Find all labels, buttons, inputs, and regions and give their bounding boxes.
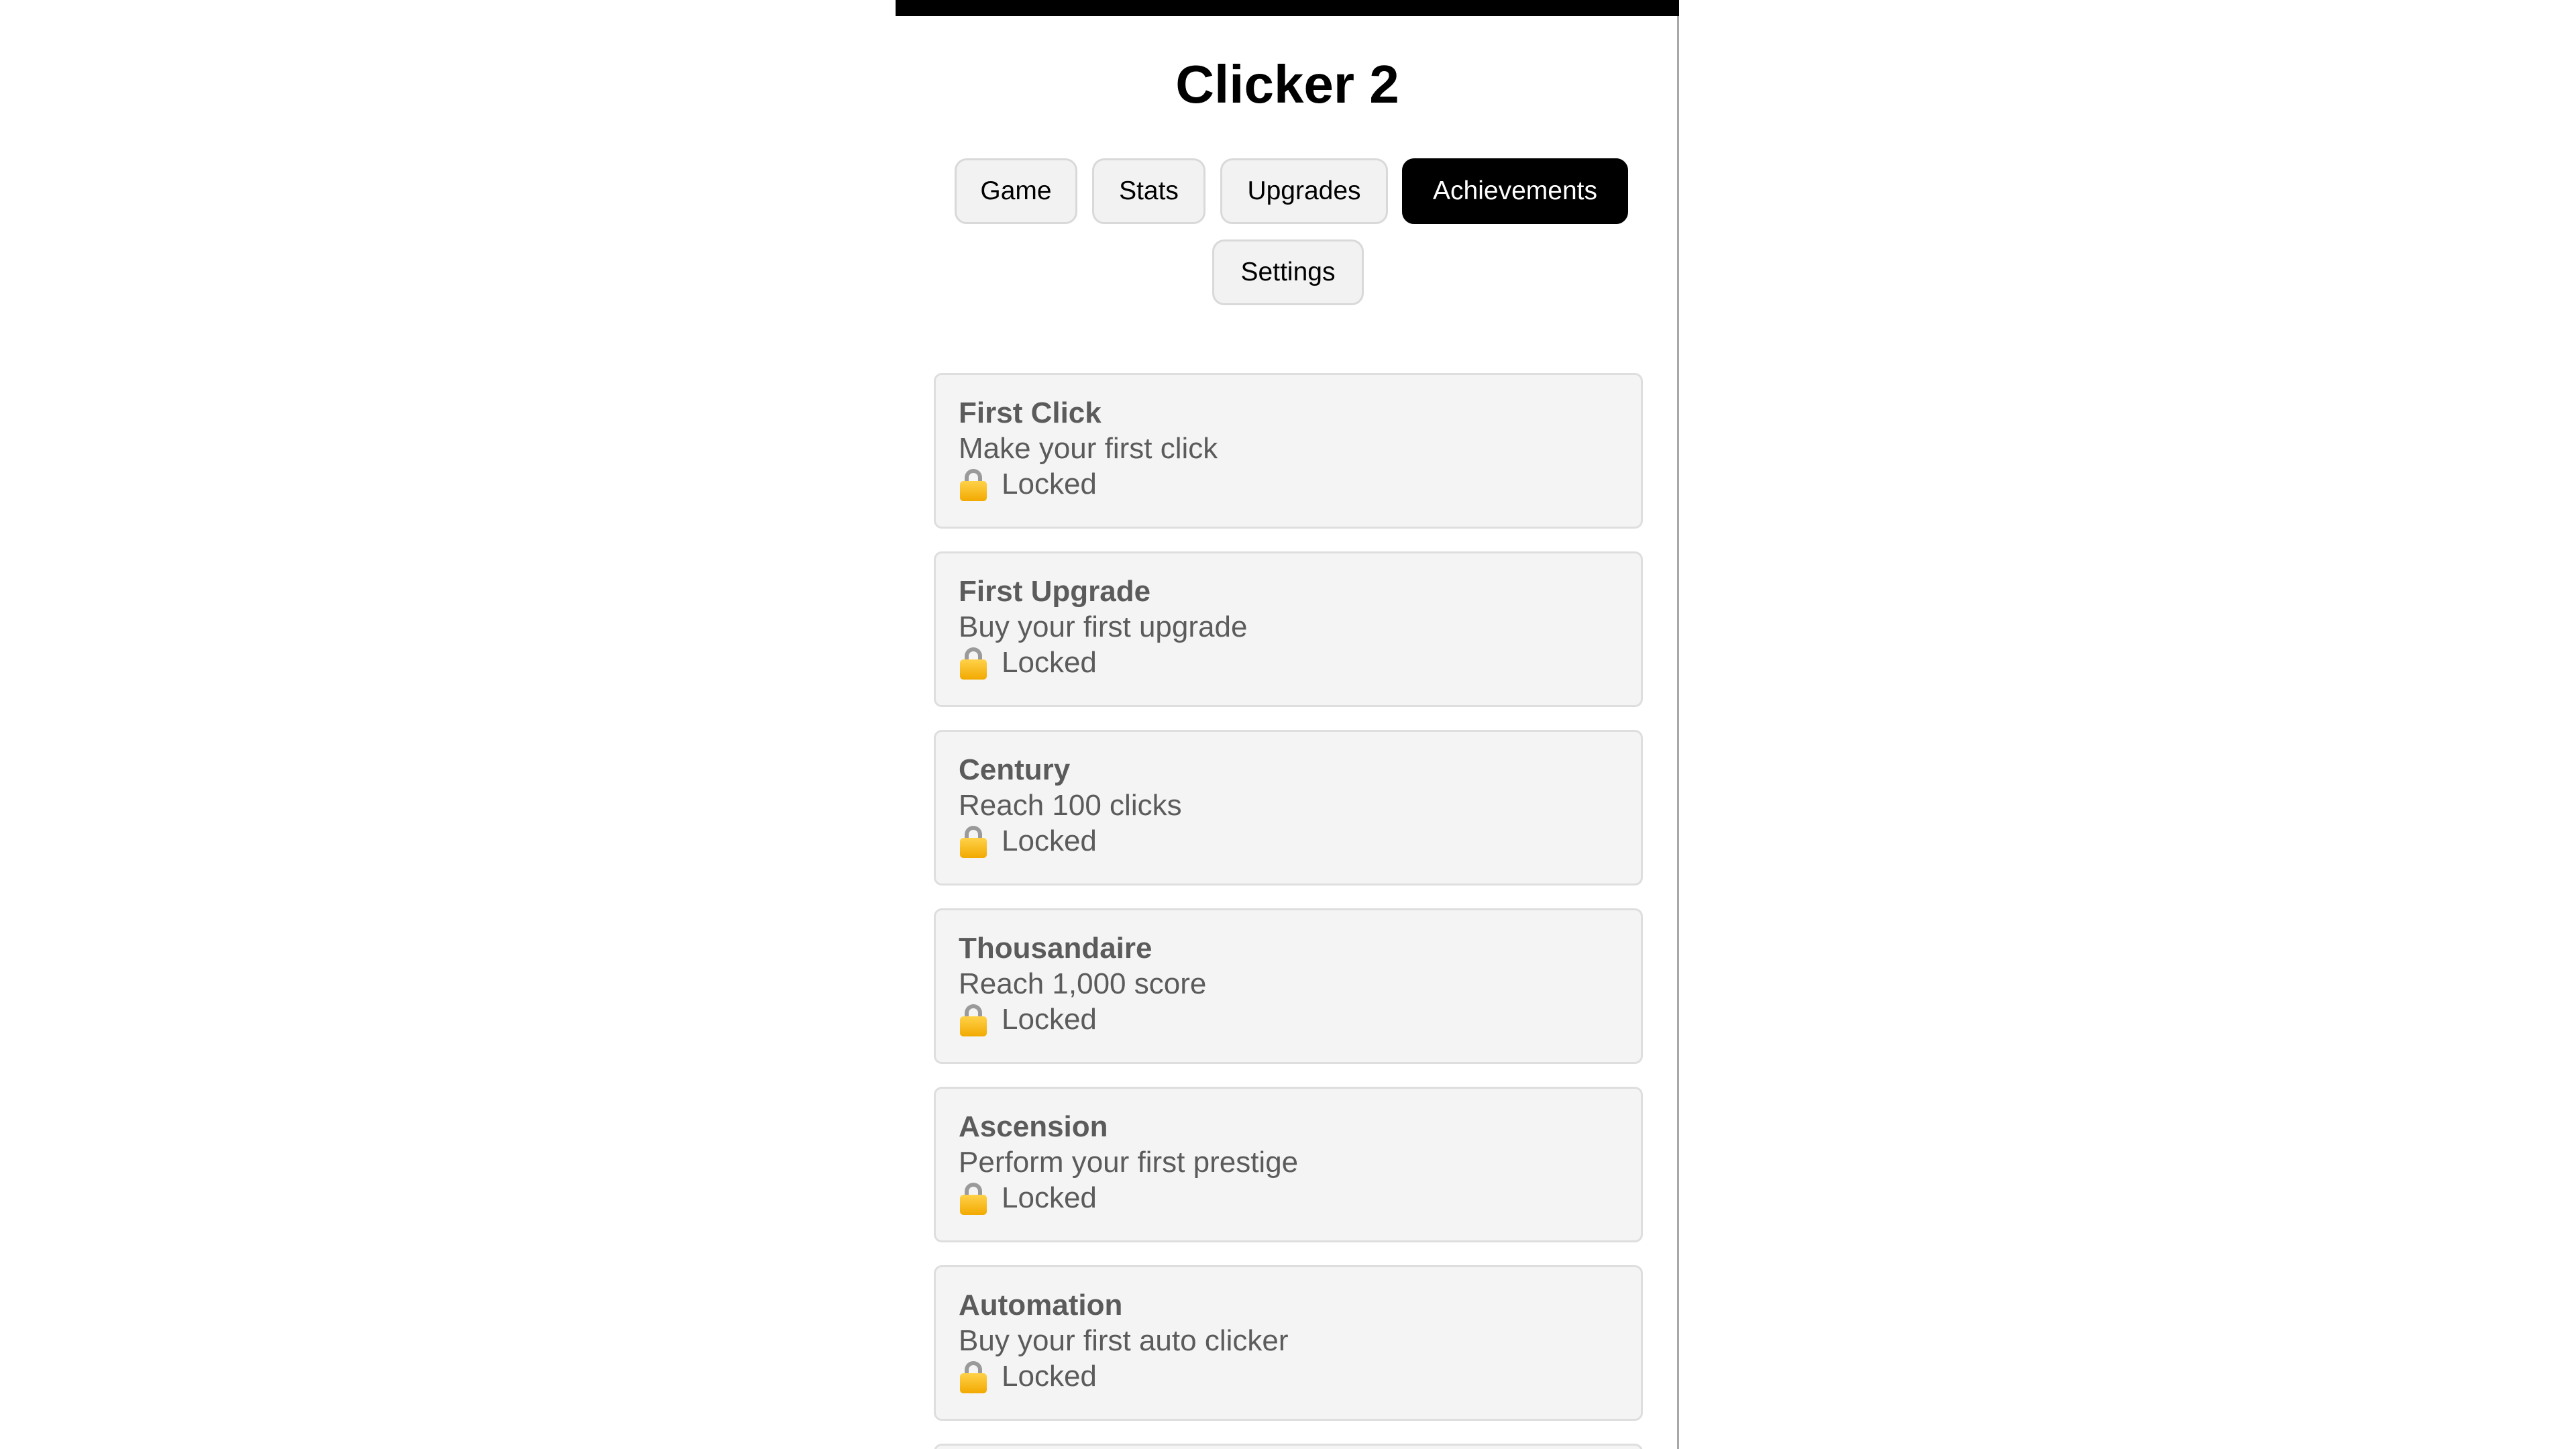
achievement-card-partial <box>934 1444 1643 1449</box>
achievement-description: Buy your first upgrade <box>959 610 1248 643</box>
lock-icon <box>959 1181 988 1215</box>
achievement-status <box>959 1358 1618 1394</box>
achievement-title: Century <box>959 753 1071 786</box>
achievement-title: Ascension <box>959 1110 1108 1143</box>
lock-icon <box>959 468 988 501</box>
page-title: Clicker 2 <box>1175 54 1399 114</box>
lock-icon <box>959 646 988 680</box>
tab-settings[interactable]: Settings <box>1212 239 1364 305</box>
achievement-description: Reach 100 clicks <box>959 789 1182 822</box>
top-bar <box>896 0 1679 16</box>
tab-game[interactable]: Game <box>955 158 1077 224</box>
achievement-status-label: Locked <box>1002 646 1097 679</box>
achievement-title: First Click <box>959 396 1102 429</box>
achievement-card <box>934 373 1643 529</box>
achievement-card <box>934 908 1643 1064</box>
achievement-status <box>959 466 1618 502</box>
achievement-title: Automation <box>959 1289 1123 1322</box>
achievement-card <box>934 730 1643 885</box>
achievement-description: Make your first click <box>959 432 1218 465</box>
achievement-status <box>959 1180 1618 1216</box>
lock-icon <box>959 1360 988 1393</box>
achievement-card <box>934 551 1643 707</box>
achievement-description: Perform your first prestige <box>959 1146 1299 1179</box>
achievement-list <box>934 373 1643 1449</box>
lock-icon <box>959 824 988 858</box>
achievement-status-label: Locked <box>1002 824 1097 857</box>
achievement-status-label: Locked <box>1002 468 1097 500</box>
achievement-card <box>934 1087 1643 1242</box>
app-container <box>896 0 1679 1449</box>
achievement-status <box>959 823 1618 859</box>
tab-upgrades[interactable]: Upgrades <box>1220 158 1388 224</box>
achievement-title: First Upgrade <box>959 575 1151 608</box>
achievement-status-label: Locked <box>1002 1003 1097 1036</box>
achievement-status-label: Locked <box>1002 1181 1097 1214</box>
achievement-status <box>959 1002 1618 1037</box>
achievement-status <box>959 645 1618 680</box>
lock-icon <box>959 1003 988 1036</box>
achievement-status-label: Locked <box>1002 1360 1097 1393</box>
achievement-description: Reach 1,000 score <box>959 967 1207 1000</box>
tab-stats[interactable]: Stats <box>1092 158 1205 224</box>
achievement-title: Thousandaire <box>959 932 1152 965</box>
tab-achievements[interactable]: Achievements <box>1402 158 1628 224</box>
achievement-card <box>934 1265 1643 1421</box>
achievement-description: Buy your first auto clicker <box>959 1324 1289 1357</box>
